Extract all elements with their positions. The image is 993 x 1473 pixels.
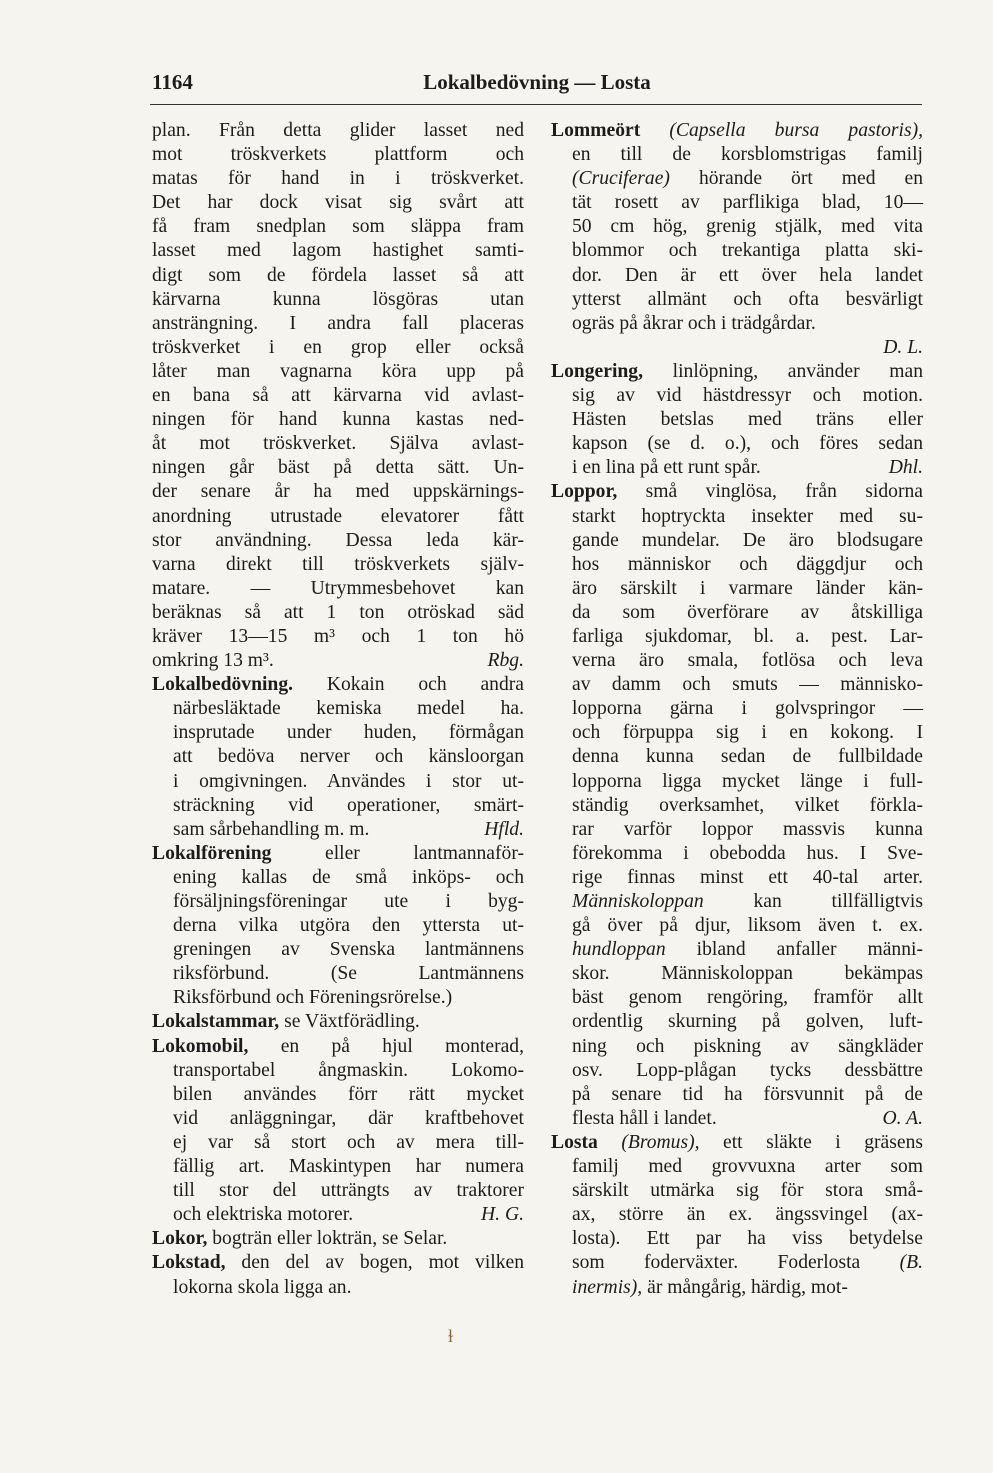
species-name: hundloppan: [572, 939, 666, 961]
entry-line: Det har dock visat sig svårt att: [152, 192, 524, 214]
entry-line: kärvarna kunna lösgöras utan: [152, 288, 524, 310]
latin-name: (B.: [899, 1252, 923, 1274]
entry-text: i en lina på ett runt spår.: [572, 457, 761, 479]
entry-line: [152, 1203, 524, 1227]
continuation-paragraph: [152, 119, 524, 673]
headword: Lokor,: [152, 1228, 208, 1250]
entry-line: matas för hand in i tröskverket.: [152, 168, 524, 190]
entry-text: omkring 13 m³.: [152, 650, 274, 672]
entry-line: ordentlig skurning på golven, luft-: [572, 1011, 923, 1033]
entry-longering: [551, 360, 923, 480]
entry-line: da som överförare av åtskilliga: [572, 601, 923, 623]
entry-line: riksförbund. (Se Lantmännens: [173, 963, 524, 985]
author-signature: Hfld.: [484, 818, 524, 840]
entry-line: skor. Människoloppan bekämpas: [572, 963, 923, 985]
entry-line: ogräs på åkrar och i trädgårdar.: [572, 312, 816, 334]
entry-line: kapson (se d. o.), och föres sedan: [572, 433, 923, 455]
entry-line: lokorna skola ligga an.: [173, 1276, 352, 1298]
running-title: Lokalbedövning — Losta: [423, 70, 651, 94]
entry-line: och förpuppa sig i en kokong. I: [572, 722, 923, 744]
left-entries: [152, 673, 524, 1299]
entry-line: tät rosett av parflikiga blad, 10—: [572, 192, 923, 214]
entry-line: bäst genom rengöring, framför allt: [572, 987, 923, 1009]
entry-line: ningen går bäst på detta sätt. Un-: [152, 457, 524, 479]
entry-line: ningen för hand kunna kastas ned-: [152, 409, 524, 431]
entry-line: tröskverket i en grop eller också: [152, 336, 524, 358]
entry-line: i omgivningen. Användes i stor ut-: [173, 770, 524, 792]
entry-line: transportabel ångmaskin. Lokomo-: [173, 1059, 524, 1081]
entry-line: plan. Från detta glider lasset ned: [152, 120, 524, 141]
headword: Lommeört: [551, 120, 641, 141]
entry-text: sam sårbehandling m. m.: [173, 818, 370, 840]
headword: Lokalbedövning.: [152, 674, 294, 696]
entry-line: losta). Ett par ha viss betydelse: [572, 1228, 923, 1250]
entry-text: bogträn eller lokträn, se Selar.: [207, 1228, 448, 1250]
entry-text: små vinglösa, från sidorna: [617, 481, 923, 503]
entry-line: osv. Lopp-plågan tycks dessbättre: [572, 1059, 923, 1081]
entry-line: stor användning. Dessa leda kär-: [152, 529, 524, 551]
entry-line: farliga sjukdomar, bl. a. pest. Lar-: [572, 625, 923, 647]
species-name: Människoloppan: [572, 891, 704, 912]
entry-lines: [551, 505, 923, 891]
entry-line: varna direkt till tröskverkets själv-: [152, 553, 524, 575]
headword: Longering,: [551, 360, 643, 382]
entry-text: som foderväxter. Foderlosta: [572, 1252, 861, 1274]
author-signature: Rbg.: [487, 650, 524, 672]
entry-line: [551, 1107, 923, 1131]
entry-line: ständig overksamhet, vilket förkla-: [572, 794, 923, 816]
entry-line: 50 cm hög, grenig stjälk, med vita: [572, 216, 923, 238]
author-signature: D. L.: [883, 336, 923, 358]
entry-line: lopporna gärna i golvspringor —: [572, 698, 923, 720]
entry-text: hörande ört med en: [669, 168, 923, 190]
page-number: 1164: [152, 70, 193, 94]
dictionary-entry: [152, 1227, 524, 1251]
entry-text: eller lantmannaför-: [271, 842, 524, 864]
entry-line: närbesläktade kemiska medel ha.: [173, 698, 524, 720]
headword: Loppor,: [551, 481, 618, 503]
entry-line: få fram snedplan som släppa fram: [152, 216, 524, 238]
footer-mark: ɫ: [448, 1326, 454, 1346]
entry-text: och elektriska motorer.: [173, 1204, 354, 1226]
dictionary-entry: [152, 1035, 524, 1228]
entry-line: greningen av Svenska lantmännens: [173, 939, 524, 961]
entry-line: lasset med lagom hastighet samti-: [152, 240, 524, 262]
entry-line: rar varför loppor massvis kunna: [572, 818, 923, 840]
entry-line: verna äro smala, fotlösa och leva: [572, 650, 923, 672]
entry-text: kan tillfälligtvis: [703, 891, 923, 912]
entry-text: linlöpning, använder man: [643, 360, 923, 382]
entry-line: insprutade under huden, förmågan: [173, 722, 524, 744]
latin-name: (Bromus),: [621, 1131, 700, 1153]
headword: Lokomobil,: [152, 1035, 249, 1057]
right-column: [551, 119, 923, 1300]
entry-line: Riksförbund och Föreningsrörelse.): [173, 987, 453, 1009]
entry-line: familj med grovvuxna arter som: [572, 1156, 923, 1178]
entry-line: denna kunna sedan de fullbildade: [572, 746, 923, 768]
latin-name: inermis),: [572, 1276, 643, 1298]
entry-line: fällig art. Maskintypen har numera: [173, 1156, 524, 1178]
left-column: [152, 119, 524, 1300]
entry-line: [152, 818, 524, 842]
entry-line: Hästen betslas med träns eller: [572, 409, 923, 431]
entry-line: en bana så att kärvarna vid avlast-: [152, 385, 524, 407]
entry-text: den del av bogen, mot vilken: [225, 1252, 524, 1274]
entry-line: ej var så stort och av mera till-: [173, 1131, 524, 1153]
entry-text: Kokain och andra: [293, 674, 524, 696]
entry-lines: [551, 384, 923, 480]
entry-text: se Växtförädling.: [279, 1011, 420, 1033]
entry-text: är mångårig, härdig, mot-: [642, 1276, 848, 1298]
entry-line: till stor del utträngts av traktorer: [173, 1180, 524, 1202]
entry-line: försäljningsföreningar ute i byg-: [173, 891, 524, 912]
entry-line: förekomma i obebodda hus. I Sve-: [572, 842, 923, 864]
entry-line: sig av vid hästdressyr och motion.: [572, 385, 923, 407]
dictionary-entry: [152, 1010, 524, 1034]
entry-line: hos människor och däggdjur och: [572, 553, 923, 575]
entry-line: [152, 649, 524, 673]
entry-text: en på hjul monterad,: [248, 1035, 524, 1057]
headword: Lokalförening: [152, 842, 272, 864]
entry-line: dor. Den är ett över hela landet: [572, 264, 923, 286]
entry-line: [551, 456, 923, 480]
entry-line: matare. — Utrymmesbehovet kan: [152, 577, 524, 599]
entry-line: digt som de fördela lasset så att: [152, 264, 524, 286]
entry-line: vid anläggningar, där kraftbehovet: [173, 1107, 524, 1129]
entry-line: starkt hoptryckta insekter med su-: [572, 505, 923, 527]
entry-lines: [551, 962, 923, 1131]
author-signature: O. A.: [882, 1107, 923, 1129]
entry-line: rige finnas minst ett 40-tal arter.: [572, 866, 923, 888]
headword: Lokalstammar,: [152, 1011, 280, 1033]
entry-line: ax, större än ex. ängssvingel (ax-: [572, 1204, 923, 1226]
entry-losta: [551, 1131, 923, 1300]
entry-line: åt mot tröskverket. Själva avlast-: [152, 433, 524, 455]
author-signature: Dhl.: [888, 457, 923, 479]
entry-line: derna vilka utgöra den yttersta ut-: [173, 915, 524, 937]
headword: Lokstad,: [152, 1252, 226, 1274]
entry-line: ening kallas de små inköps- och: [173, 866, 524, 888]
entry-line: ning och piskning av sängkläder: [572, 1035, 923, 1057]
entry-lommeort: [551, 119, 923, 360]
latin-name: (Cruciferae): [572, 168, 670, 190]
entry-line: mot tröskverkets plattform och: [152, 144, 524, 166]
entry-text: flesta håll i landet.: [572, 1107, 717, 1129]
entry-line: lopporna ligga mycket länge i full-: [572, 770, 923, 792]
entry-line: der senare år ha med uppskärnings-: [152, 481, 524, 503]
dictionary-entry: [152, 1251, 524, 1299]
entry-text: ett släkte i gräsens: [699, 1131, 923, 1153]
author-signature: H. G.: [481, 1204, 524, 1226]
entry-loppor: [551, 480, 923, 1131]
dictionary-entry: [152, 673, 524, 842]
entry-line: ytterst allmänt och ofta besvärligt: [572, 288, 923, 310]
entry-line: bilen användes förr rätt mycket: [173, 1083, 524, 1105]
entry-line: ansträngning. I andra fall placeras: [152, 312, 524, 334]
latin-name: (Capsella bursa pastoris),: [669, 120, 923, 141]
entry-line: gande mundelar. De äro blodsugare: [572, 529, 923, 551]
entry-line: anordning utrustade elevatorer fått: [152, 505, 524, 527]
entry-line: en till de korsblomstrigas familj: [572, 144, 923, 166]
dictionary-entry: [152, 842, 524, 1011]
entry-lines: [551, 1155, 923, 1251]
entry-lines: [551, 191, 923, 336]
entry-line: särskilt utmärka sig för stora små-: [572, 1180, 923, 1202]
entry-line: gå över på djur, liksom även t. ex.: [572, 915, 923, 937]
headword: Losta: [551, 1131, 598, 1153]
page-header: [152, 70, 922, 100]
entry-text: ibland anfaller männi-: [665, 939, 923, 961]
entry-line: låter man vagnarna köra upp på: [152, 360, 524, 382]
entry-line: att bedöva nerver och känsloorgan: [173, 746, 524, 768]
entry-line: beräknas så att 1 ton otröskad säd: [152, 601, 524, 623]
entry-line: kräver 13—15 m³ och 1 ton hö: [152, 625, 524, 647]
entry-line: på senare tid ha försvunnit på de: [572, 1083, 923, 1105]
entry-line: äro särskilt i varmare länder kän-: [572, 577, 923, 599]
entry-line: blommor och trekantiga platta ski-: [572, 240, 923, 262]
entry-line: av damm och smuts — människo-: [572, 674, 923, 696]
header-rule: [150, 104, 922, 105]
entry-line: sträckning vid operationer, smärt-: [173, 794, 524, 816]
